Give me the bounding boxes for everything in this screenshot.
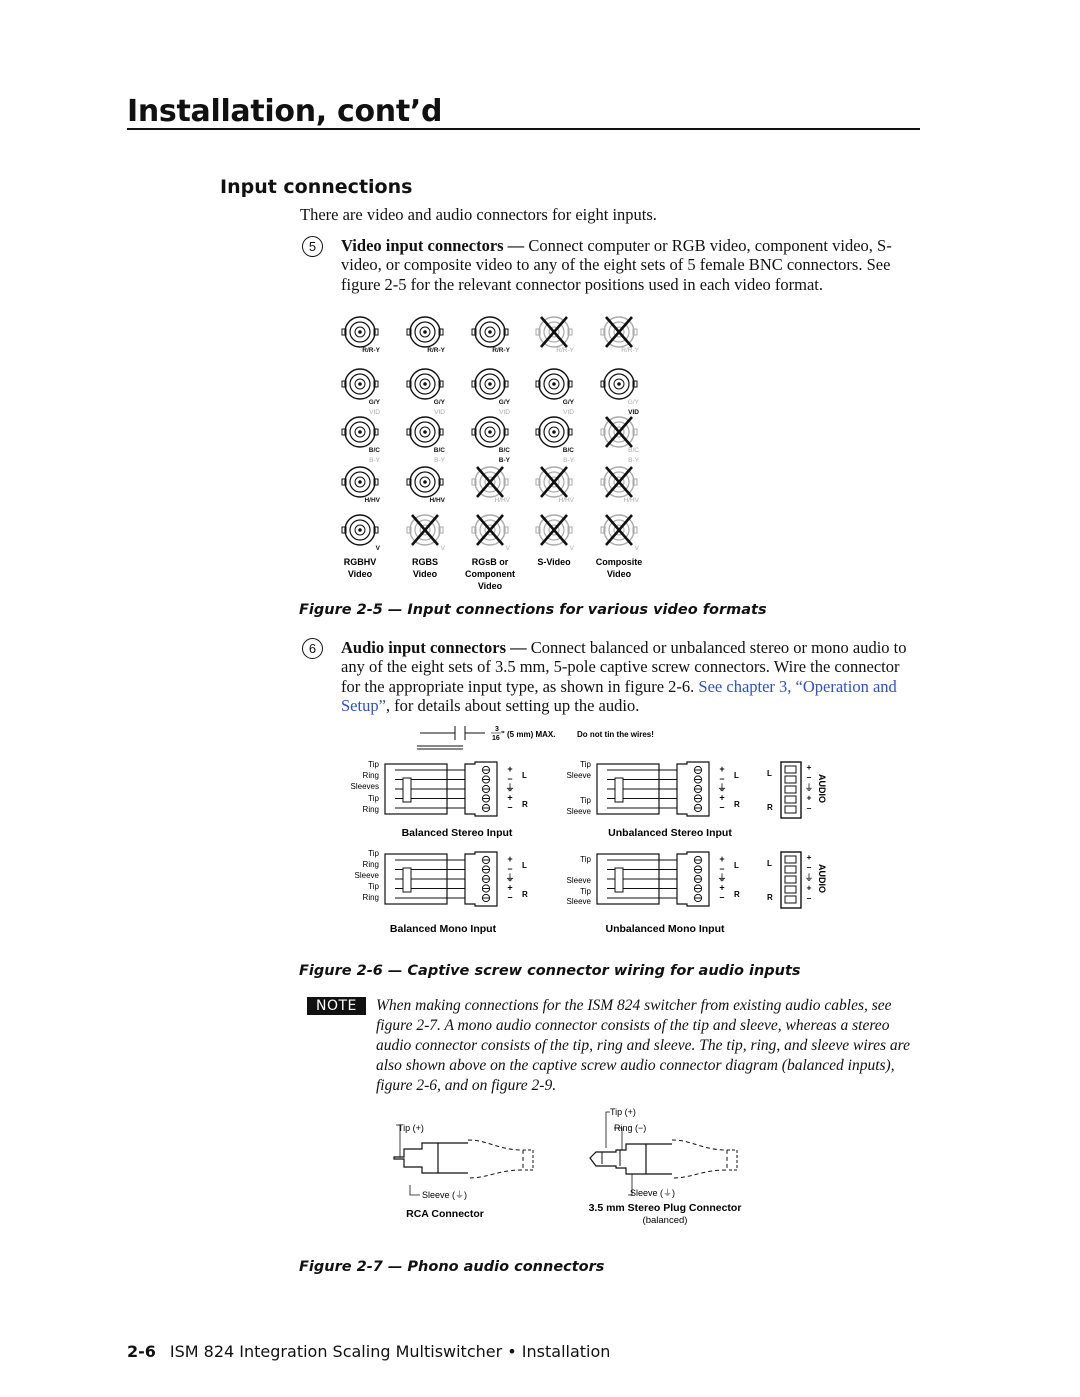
stereo-plug-label: 3.5 mm Stereo Plug Connector <box>588 1202 742 1214</box>
panel-pin-sign: + <box>806 762 812 772</box>
bnc-row-label: G/Y <box>562 399 574 406</box>
audio-connectors-text: Connect balanced or unbalanced stereo or mono audio to any of the eight sets of 3.5 mm, 5-pole captive screw connectors. Wire the connector for the appropriate input type, as shown in figure 2-6. <box>341 638 907 696</box>
bnc-connector <box>407 369 443 399</box>
wire-label: Sleeve <box>354 871 379 880</box>
bnc-connector <box>407 515 443 545</box>
wire-label: Sleeve <box>566 876 591 885</box>
rca-tip-label: Tip (+) <box>398 1123 424 1133</box>
bnc-row-label: VID <box>563 409 574 416</box>
pin-sign: – <box>719 802 725 812</box>
bnc-connector <box>601 417 637 447</box>
cable-tie <box>615 868 623 892</box>
panel-channel-label: R <box>767 803 773 812</box>
audio-panel-label: AUDIO <box>817 864 827 893</box>
dim-denominator: 16 <box>492 735 500 742</box>
pin-sign: ⏚ <box>505 783 515 793</box>
strip-length-dimension <box>417 726 654 749</box>
col3-line1: RGsB or <box>471 557 509 567</box>
pin-sign: + <box>719 792 725 803</box>
footer-title: ISM 824 Integration Scaling Multiswitcher • Installation <box>169 1342 611 1361</box>
dim-text: " (5 mm) MAX. <box>501 730 556 739</box>
section-title: Input connections <box>220 176 413 198</box>
col3-line2: Component <box>465 569 515 579</box>
bnc-connector <box>472 467 508 497</box>
wire-label: Tip <box>580 796 591 805</box>
bnc-row-label: VID <box>499 409 510 416</box>
wire-label: Tip <box>368 760 379 769</box>
stereo-ring-label: Ring (−) <box>614 1123 647 1133</box>
panel-pin-sign: ⏚ <box>804 782 814 793</box>
bnc-row-label: R/R-Y <box>362 347 380 354</box>
stereo-tip-label: Tip (+) <box>610 1107 636 1117</box>
wire-label: Sleeves <box>350 782 379 791</box>
bnc-row-label: B-Y <box>434 457 445 464</box>
pin-sign: + <box>507 854 513 864</box>
wire-label: Tip <box>368 882 379 891</box>
bnc-connector <box>536 369 572 399</box>
bnc-connector <box>601 317 637 347</box>
bnc-connector <box>536 317 572 347</box>
channel-label: L <box>734 771 739 780</box>
note-badge: NOTE <box>307 997 366 1015</box>
audio-wiring-figure <box>335 722 835 944</box>
pin-sign: – <box>507 802 513 812</box>
bnc-grid <box>342 317 640 552</box>
video-connectors-text: Connect computer or RGB video, component video, S-video, or composite video to any of the eight sets of 5 female BNC connectors. See figure 2-5 for the relevant connector positions used in each video format. <box>341 236 892 294</box>
panel-channel-label: R <box>767 893 773 902</box>
bnc-connector <box>407 467 443 497</box>
bnc-row-label: VID <box>369 409 380 416</box>
step-number-6: 6 <box>302 638 323 659</box>
cable-tie <box>615 778 623 802</box>
stereo-plug-drawing <box>589 1107 742 1226</box>
pin-sign: + <box>507 792 513 803</box>
audio-connectors-lead: Audio input connectors — <box>341 638 527 657</box>
rca-connector-label: RCA Connector <box>406 1208 484 1220</box>
terminal-block <box>677 762 709 816</box>
panel-pin-sign: ⏚ <box>804 872 814 883</box>
bnc-row-label: H/HV <box>494 497 510 504</box>
bnc-row-label: B-Y <box>628 457 639 464</box>
bnc-row-label: B/C <box>628 447 639 454</box>
channel-label: R <box>734 800 740 809</box>
header-rule <box>127 128 920 130</box>
panel-pin-sign: – <box>806 892 812 903</box>
dim-numerator: 3 <box>495 726 499 733</box>
bnc-connector <box>536 515 572 545</box>
channel-label: L <box>522 861 527 870</box>
audio-connectors-text2: , for details about setting up the audio. <box>385 695 640 715</box>
bnc-row-label: V <box>634 545 639 552</box>
panel-pin-sign: + <box>806 852 812 862</box>
bnc-row-label: V <box>505 545 510 552</box>
panel-channel-label: L <box>767 769 772 778</box>
bnc-row-label: B-Y <box>563 457 574 464</box>
section-intro: There are video and audio connectors for eight inputs. <box>300 205 657 224</box>
phono-connectors-figure <box>370 1100 770 1230</box>
wire-label: Tip <box>580 887 591 896</box>
bnc-connector <box>342 515 378 545</box>
bnc-connector <box>472 317 508 347</box>
panel-pin-sign: – <box>806 862 812 873</box>
panel-channel-label: L <box>767 859 772 868</box>
bnc-connector <box>407 317 443 347</box>
bnc-row-label: G/Y <box>627 399 639 406</box>
pin-sign: + <box>719 882 725 893</box>
bnc-connector <box>342 417 378 447</box>
wire-label: Ring <box>362 771 379 780</box>
audio-panel-block <box>781 852 801 908</box>
col1-line1: RGBHV <box>343 557 377 567</box>
bnc-row-label: R/R-Y <box>556 347 574 354</box>
bnc-row-label: H/HV <box>364 497 380 504</box>
bnc-row-label: VID <box>628 409 639 416</box>
unbalanced-mono-label: Unbalanced Mono Input <box>605 923 725 935</box>
bnc-row-label: VID <box>434 409 445 416</box>
pin-sign: ⏚ <box>717 783 727 793</box>
pin-sign: ⏚ <box>505 873 515 883</box>
stereo-sleeve-label: Sleeve (⏚) <box>630 1188 676 1198</box>
video-connectors-paragraph <box>341 236 911 294</box>
pin-sign: – <box>719 892 725 902</box>
bnc-connector <box>472 515 508 545</box>
col2-line2: Video <box>412 569 438 579</box>
bnc-row-label: B/C <box>562 447 574 454</box>
bnc-connector <box>601 369 637 399</box>
terminal-block <box>465 762 497 816</box>
column-labels <box>344 557 643 591</box>
bnc-connector <box>536 417 572 447</box>
bnc-connector <box>342 317 378 347</box>
bnc-connector <box>407 417 443 447</box>
channel-label: R <box>522 800 528 809</box>
page-number: 2-6 <box>127 1342 156 1361</box>
col1-line2: Video <box>347 569 373 579</box>
bnc-row-label: V <box>569 545 574 552</box>
bnc-connector <box>601 515 637 545</box>
wire-label: Ring <box>362 860 379 869</box>
bnc-row-label: V <box>440 545 445 552</box>
rca-connector-drawing <box>394 1123 533 1220</box>
pin-sign: + <box>507 764 513 774</box>
audio-connectors-paragraph <box>341 638 911 715</box>
bnc-row-label: B-Y <box>498 457 510 464</box>
audio-panel-block <box>781 762 801 818</box>
col2-line1: RGBS <box>411 557 439 567</box>
rca-sleeve-label: Sleeve (⏚) <box>422 1190 468 1200</box>
bnc-row-label: B/C <box>433 447 445 454</box>
balanced-mono-label: Balanced Mono Input <box>389 923 497 935</box>
balanced-stereo-label: Balanced Stereo Input <box>401 827 513 839</box>
wire-label: Ring <box>362 893 379 902</box>
wire-label: Tip <box>368 849 379 858</box>
pin-sign: + <box>507 882 513 893</box>
bnc-row-label: R/R-Y <box>492 347 510 354</box>
pin-sign: ⏚ <box>717 873 727 883</box>
bnc-row-label: B/C <box>368 447 380 454</box>
panel-pin-sign: + <box>806 882 812 893</box>
pin-sign: – <box>719 863 725 874</box>
wire-label: Tip <box>368 794 379 803</box>
note-text: When making connections for the ISM 824 switcher from existing audio cables, see figure 2-7. A mono audio connector consists of the tip and sleeve, whereas a stereo audio connector consists of the tip, ring and sleeve. The tip, ring, and sleeve wires are also shown above on the captive screw audio connector diagram (balanced inputs), figure 2-6, and on figure 2-9. <box>376 997 910 1094</box>
channel-label: R <box>734 890 740 899</box>
bnc-row-label: H/HV <box>558 497 574 504</box>
wire-label: Sleeve <box>566 897 591 906</box>
bnc-connector-figure <box>330 312 660 596</box>
wire-label: Ring <box>362 805 379 814</box>
bnc-row-label: B/C <box>498 447 510 454</box>
panel-pin-sign: – <box>806 772 812 783</box>
step-number-5: 5 <box>302 236 323 257</box>
wire-label: Tip <box>580 855 591 864</box>
bnc-row-label: B-Y <box>369 457 380 464</box>
channel-label: L <box>522 771 527 780</box>
cable-tie <box>403 868 411 892</box>
bnc-row-label: G/Y <box>433 399 445 406</box>
bnc-row-label: R/R-Y <box>427 347 445 354</box>
channel-label: R <box>522 890 528 899</box>
tin-warning: Do not tin the wires! <box>577 730 654 739</box>
bnc-connector <box>342 467 378 497</box>
bnc-connector <box>472 417 508 447</box>
panel-pin-sign: – <box>806 802 812 813</box>
bnc-connector <box>472 369 508 399</box>
cable-tie <box>403 778 411 802</box>
bnc-connector <box>342 369 378 399</box>
unbalanced-stereo-label: Unbalanced Stereo Input <box>608 827 732 839</box>
bnc-row-label: H/HV <box>623 497 639 504</box>
bnc-row-label: V <box>375 545 380 552</box>
wire-label: Sleeve <box>566 807 591 816</box>
chapter-3-link[interactable]: See chapter 3, “Operation and Setup” <box>341 676 897 715</box>
col3-line3: Video <box>477 581 503 591</box>
pin-sign: + <box>719 764 725 774</box>
audio-panel-label: AUDIO <box>817 774 827 803</box>
figure-2-7-caption: Figure 2-7 — Phono audio connectors <box>299 1259 605 1275</box>
bnc-row-label: G/Y <box>498 399 510 406</box>
page-header-title: Installation, cont’d <box>127 94 443 129</box>
bnc-row-label: H/HV <box>429 497 445 504</box>
col5-line1: Composite <box>595 557 643 567</box>
channel-label: L <box>734 861 739 870</box>
video-connectors-lead: Video input connectors — <box>341 236 525 255</box>
bnc-row-label: G/Y <box>368 399 380 406</box>
terminal-block <box>465 852 497 906</box>
figure-2-5-caption: Figure 2-5 — Input connections for various video formats <box>299 602 767 618</box>
bnc-connector <box>601 467 637 497</box>
pin-sign: – <box>507 773 513 784</box>
wire-label: Tip <box>580 760 591 769</box>
figure-2-6-caption: Figure 2-6 — Captive screw connector wiring for audio inputs <box>299 963 801 979</box>
wire-label: Sleeve <box>566 771 591 780</box>
pin-sign: + <box>719 854 725 864</box>
terminal-block <box>677 852 709 906</box>
bnc-connector <box>536 467 572 497</box>
col4-line1: S-Video <box>537 557 571 567</box>
panel-pin-sign: + <box>806 792 812 803</box>
stereo-plug-sublabel: (balanced) <box>642 1215 688 1226</box>
page-footer <box>127 1342 610 1361</box>
col5-line2: Video <box>606 569 632 579</box>
pin-sign: – <box>719 773 725 784</box>
bnc-row-label: R/R-Y <box>621 347 639 354</box>
pin-sign: – <box>507 892 513 902</box>
pin-sign: – <box>507 863 513 874</box>
